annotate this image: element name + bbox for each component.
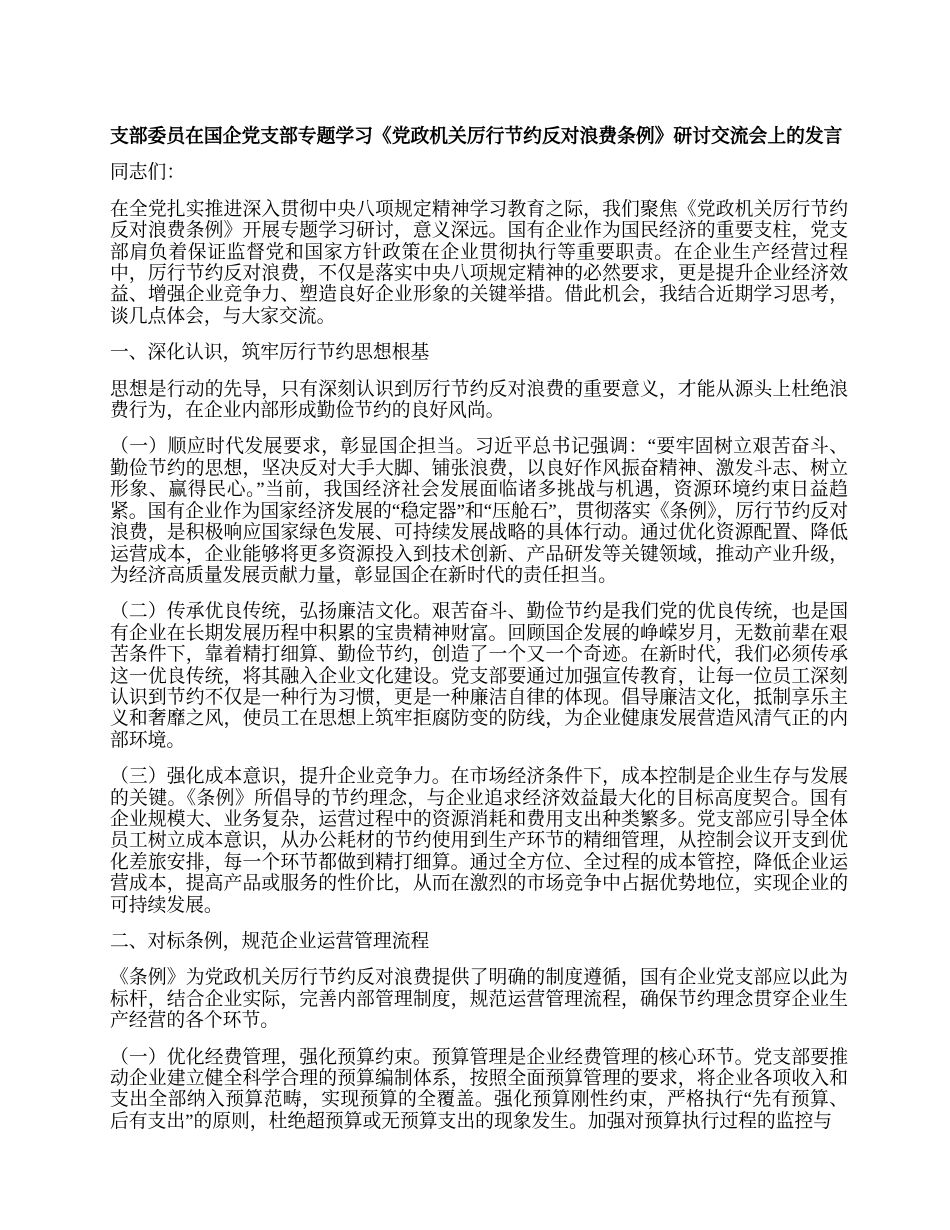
intro-paragraph: 在全党扎实推进深入贯彻中央八项规定精神学习教育之际，我们聚焦《党政机关厉行节约反对浪费条例》开展专题学习研讨，意义深远。国有企业作为国民经济的重要支柱，党支部肩负着保证监督党和国家方针政策在企业贯彻执行等重要职责。在企业生产经营过程中，厉行节约反对浪费，不仅是落实中央八项规定精神的必然要求，更是提升企业经济效益、增强企业竞争力、塑造良好企业形象的关键举措。借此机会，我结合近期学习思考，谈几点体会，与大家交流。 <box>110 198 848 327</box>
section-1-point-1-paragraph: （一）顺应时代发展要求，彰显国企担当。习近平总书记强调：“要牢固树立艰苦奋斗、勤俭节约的思想，坚决反对大手大脚、铺张浪费，以良好作风振奋精神、激发斗志、树立形象、赢得民心。”当前，我国经济社会发展面临诸多挑战与机遇，资源环境约束日益趋紧。国有企业作为国家经济发展的“稳定器”和“压舱石”，贯彻落实《条例》，厉行节约反对浪费，是积极响应国家绿色发展、可持续发展战略的具体行动。通过优化资源配置、降低运营成本，企业能够将更多资源投入到技术创新、产品研发等关键领域，推动产业升级，为经济高质量发展贡献力量，彰显国企在新时代的责任担当。 <box>110 436 848 586</box>
section-2-point-1-paragraph: （一）优化经费管理，强化预算约束。预算管理是企业经费管理的核心环节。党支部要推动企业建立健全科学合理的预算编制体系，按照全面预算管理的要求，将企业各项收入和支出全部纳入预算范畴，实现预算的全覆盖。强化预算刚性约束，严格执行“先有预算、后有支出”的原则，杜绝超预算或无预算支出的现象发生。加强对预算执行过程的监控与 <box>110 1046 848 1132</box>
section-2-lead-paragraph: 《条例》为党政机关厉行节约反对浪费提供了明确的制度遵循，国有企业党支部应以此为标杆，结合企业实际，完善内部管理制度，规范运营管理流程，确保节约理念贯穿企业生产经营的各个环节。 <box>110 967 848 1032</box>
salutation: 同志们： <box>110 162 186 184</box>
section-1-point-2-paragraph: （二）传承优良传统，弘扬廉洁文化。艰苦奋斗、勤俭节约是我们党的优良传统，也是国有企业在长期发展历程中积累的宝贵精神财富。回顾国企发展的峥嵘岁月，无数前辈在艰苦条件下，靠着精打细算、勤俭节约，创造了一个又一个奇迹。在新时代，我们必须传承这一优良传统，将其融入企业文化建设。党支部要通过加强宣传教育，让每一位员工深刻认识到节约不仅是一种行为习惯，更是一种廉洁自律的体现。倡导廉洁文化，抵制享乐主义和奢靡之风，使员工在思想上筑牢拒腐防变的防线，为企业健康发展营造风清气正的内部环境。 <box>110 601 848 751</box>
section-1-lead-paragraph: 思想是行动的先导，只有深刻认识到厉行节约反对浪费的重要意义，才能从源头上杜绝浪费行为，在企业内部形成勤俭节约的良好风尚。 <box>110 378 848 422</box>
document-title: 支部委员在国企党支部专题学习《党政机关厉行节约反对浪费条例》研讨交流会上的发言 <box>110 126 843 147</box>
section-1-point-3-paragraph: （三）强化成本意识，提升企业竞争力。在市场经济条件下，成本控制是企业生存与发展的关键。《条例》所倡导的节约理念，与企业追求经济效益最大化的目标高度契合。国有企业规模大、业务复杂，运营过程中的资源消耗和费用支出种类繁多。党支部应引导全体员工树立成本意识，从办公耗材的节约使用到生产环节的精细管理，从控制会议开支到优化差旅安排，每一个环节都做到精打细算。通过全方位、全过程的成本管控，降低企业运营成本，提高产品或服务的性价比，从而在激烈的市场竞争中占据优势地位，实现企业的可持续发展。 <box>110 766 848 916</box>
section-1-heading: 一、深化认识，筑牢厉行节约思想根基 <box>110 342 430 364</box>
section-2-heading: 二、对标条例，规范企业运营管理流程 <box>110 931 430 952</box>
